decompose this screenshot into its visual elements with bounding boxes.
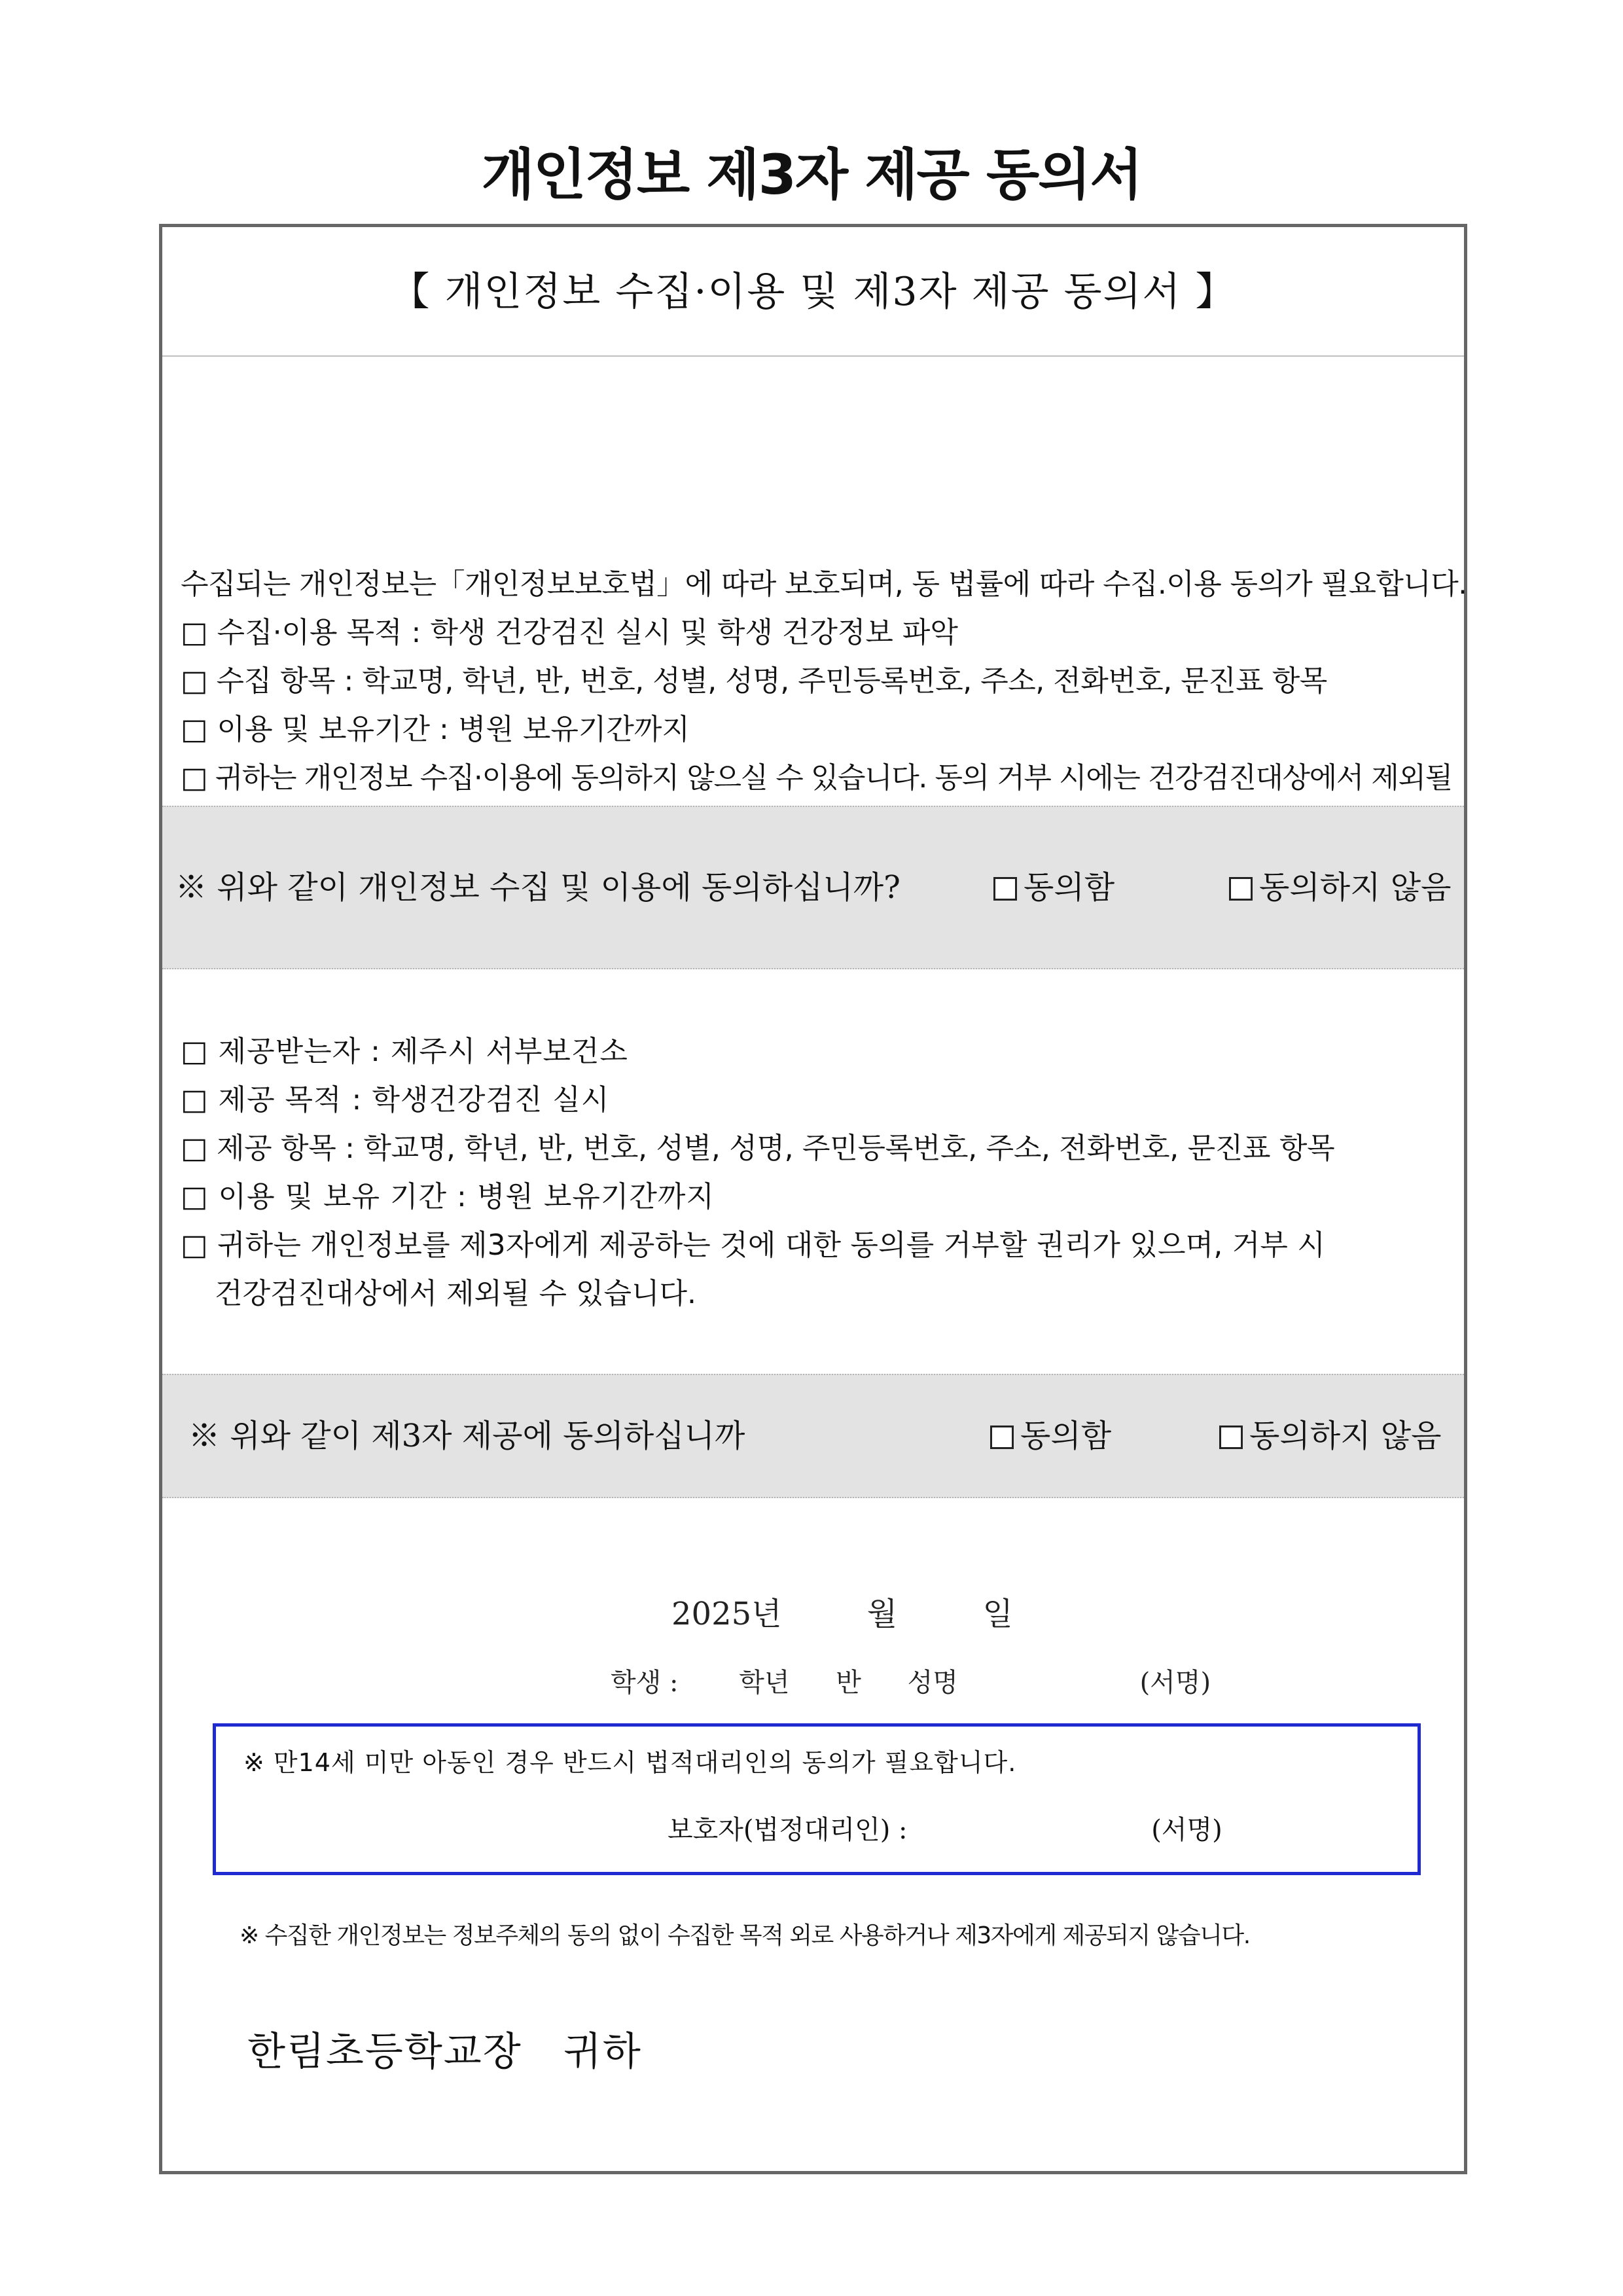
collection-intro: 수집되는 개인정보는「개인정보보호법」에 따라 보호되며, 동 법률에 따라 수집.이용 동의가 필요합니다. — [181, 567, 1467, 601]
date-row — [671, 1588, 1013, 1634]
third-party-recipient: □ 제공받는자 : 제주시 서부보건소 — [181, 1035, 628, 1068]
student-row — [611, 1662, 1211, 1699]
date-day[interactable]: 일 — [982, 1596, 1013, 1632]
third-party-agree-option[interactable] — [990, 1375, 1111, 1497]
collection-agree-option[interactable] — [993, 807, 1115, 968]
collection-item-fields: □ 수집 항목 : 학교명, 학년, 반, 번호, 성별, 성명, 주민등록번호, 주소, 전화번호, 문진표 항목 — [181, 664, 1327, 698]
checkbox-icon[interactable] — [1219, 1426, 1243, 1449]
guardian-consent-box — [213, 1723, 1421, 1875]
date-month[interactable]: 월 — [866, 1596, 898, 1632]
third-party-consent-question — [162, 1374, 1464, 1498]
guardian-row — [668, 1809, 1222, 1846]
consent-form-frame — [159, 224, 1467, 2174]
third-party-purpose: □ 제공 목적 : 학생건강검진 실시 — [181, 1083, 610, 1117]
collection-item-refusal: □ 귀하는 개인정보 수집·이용에 동의하지 않으실 수 있습니다. 동의 거부 시에는 건강검진대상에서 제외될 — [181, 761, 1452, 795]
third-party-consent-text: ※ 위와 같이 제3자 제공에 동의하십니까 — [188, 1418, 745, 1454]
collection-section — [162, 357, 1467, 866]
student-signature[interactable]: (서명) — [1139, 1668, 1211, 1698]
third-party-disagree-option[interactable] — [1219, 1375, 1441, 1497]
document-title: 개인정보 제3자 제공 동의서 — [481, 143, 1142, 207]
guardian-signature[interactable]: (서명) — [1151, 1815, 1222, 1845]
guardian-label: 보호자(법정대리인) : — [668, 1815, 908, 1845]
disagree-label: 동의하지 않음 — [1259, 869, 1452, 906]
checkbox-icon[interactable] — [990, 1426, 1014, 1449]
third-party-fields: □ 제공 항목 : 학교명, 학년, 반, 번호, 성별, 성명, 주민등록번호, 주소, 전화번호, 문진표 항목 — [181, 1132, 1335, 1165]
privacy-notice: ※ 수집한 개인정보는 정보주체의 동의 없이 수집한 목적 외로 사용하거나 제3자에게 제공되지 않습니다. — [240, 1922, 1250, 1949]
agree-label: 동의함 — [1024, 869, 1115, 906]
form-subtitle: 【 개인정보 수집·이용 및 제3자 제공 동의서 】 — [162, 227, 1464, 357]
student-grade[interactable]: 학년 — [739, 1668, 790, 1698]
collection-consent-question — [162, 806, 1464, 969]
student-name[interactable]: 성명 — [907, 1668, 958, 1698]
guardian-notice: ※ 만14세 미만 아동인 경우 반드시 법적대리인의 동의가 필요합니다. — [243, 1748, 1017, 1777]
addressee: 한림초등학교장 귀하 — [247, 2029, 642, 2075]
third-party-section — [162, 969, 1464, 1388]
checkbox-icon[interactable] — [993, 877, 1017, 901]
collection-consent-text: ※ 위와 같이 개인정보 수집 및 이용에 동의하십니까? — [175, 869, 901, 906]
date-year: 2025년 — [671, 1596, 782, 1632]
student-class[interactable]: 반 — [836, 1668, 861, 1698]
third-party-retention: □ 이용 및 보유 기간 : 병원 보유기간까지 — [181, 1180, 715, 1213]
collection-item-purpose: □ 수집·이용 목적 : 학생 건강검진 실시 및 학생 건강정보 파악 — [181, 616, 958, 649]
collection-disagree-option[interactable] — [1229, 807, 1451, 968]
agree-label: 동의함 — [1020, 1418, 1112, 1454]
checkbox-icon[interactable] — [1229, 877, 1253, 901]
student-label: 학생 : — [611, 1668, 679, 1698]
third-party-refusal-cont: 건강검진대상에서 제외될 수 있습니다. — [215, 1277, 697, 1310]
third-party-refusal: □ 귀하는 개인정보를 제3자에게 제공하는 것에 대한 동의를 거부할 권리가 있으며, 거부 시 — [181, 1229, 1326, 1262]
collection-item-retention: □ 이용 및 보유기간 : 병원 보유기간까지 — [181, 713, 690, 746]
disagree-label: 동의하지 않음 — [1249, 1418, 1442, 1454]
